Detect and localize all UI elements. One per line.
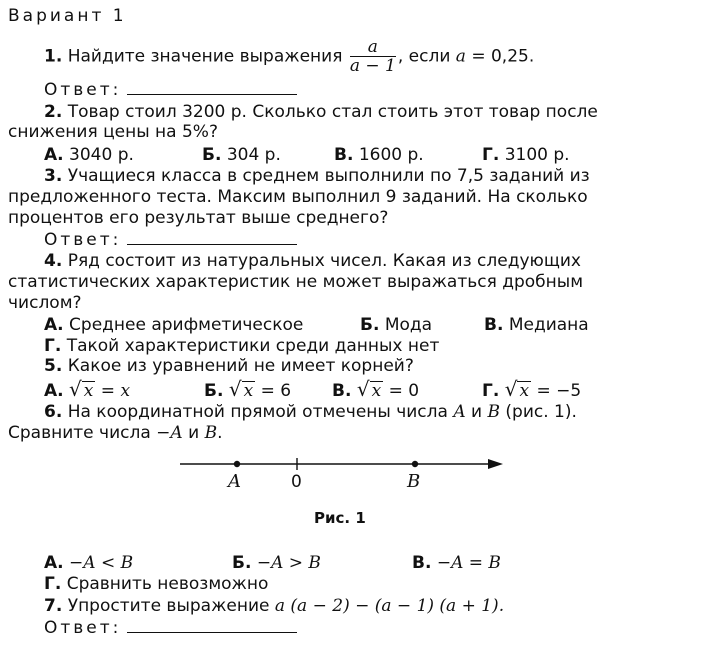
option-v[interactable]: В. √ x = 0 — [332, 377, 420, 401]
expression: a (a − 2) − (a − 1) (a + 1). — [274, 596, 505, 616]
zero-label: 0 — [291, 472, 302, 492]
question-6-line-1: 6. На координатной прямой отмечены числа A и B (рис. 1). — [44, 402, 577, 422]
point-a — [234, 461, 240, 467]
question-text: Упростите выражение — [67, 596, 270, 616]
question-text: Товар стоил 3200 р. Сколько стал стоить этот товар после — [67, 102, 598, 122]
answer-line-7 — [44, 618, 297, 638]
question-2-line-2: снижения цены на 5%? — [8, 122, 218, 142]
answer-label: Ответ: — [44, 230, 122, 250]
question-number: 6. — [44, 402, 63, 422]
option-g[interactable]: Г. 3100 р. — [482, 145, 570, 165]
option-a[interactable]: А. −A < B — [44, 553, 134, 573]
option-g[interactable]: Г. Такой характеристики среди данных нет — [44, 336, 440, 356]
answer-label: Ответ: — [44, 618, 122, 638]
question-text: Какое из уравнений не имеет корней? — [67, 356, 414, 376]
condition-variable: a — [455, 46, 466, 67]
option-b[interactable]: Б. √ x = 6 — [204, 377, 292, 401]
option-a[interactable]: А. √ x = x — [44, 377, 131, 401]
question-6-line-2: Сравните числа −A и B. — [8, 423, 223, 443]
question-4-line-2: статистических характеристик не может выражаться дробным — [8, 272, 584, 292]
question-text: Учащиеся класса в среднем выполнили по 7,5 заданий из — [67, 166, 590, 186]
figure-caption: Рис. 1 — [314, 509, 366, 527]
answer-blank[interactable] — [127, 618, 297, 633]
question-number: 2. — [44, 102, 63, 122]
option-g[interactable]: Г. Сравнить невозможно — [44, 574, 269, 594]
option-a[interactable]: А. 3040 р. — [44, 145, 134, 165]
fraction-numerator: a — [350, 38, 396, 57]
answer-label: Ответ: — [44, 80, 122, 100]
question-text: Ряд состоит из натуральных чисел. Какая из следующих — [67, 251, 581, 271]
point-a-label: A — [228, 471, 241, 492]
point-b — [412, 461, 418, 467]
condition-value: = 0,25. — [465, 46, 535, 67]
option-b[interactable]: Б. −A > B — [232, 553, 321, 573]
variant-title: Вариант 1 — [8, 6, 127, 26]
question-text: Найдите значение выражения — [67, 46, 343, 67]
condition-prefix: , если — [397, 46, 451, 67]
question-number: 7. — [44, 596, 63, 616]
arrow-head-icon — [488, 459, 503, 469]
point-b-label: B — [407, 471, 421, 492]
question-3-line-2: предложенного теста. Максим выполнил 9 заданий. На сколько — [8, 187, 588, 207]
question-number: 4. — [44, 251, 63, 271]
question-7 — [44, 596, 504, 616]
question-3-line-3: процентов его результат выше среднего? — [8, 208, 389, 228]
option-v[interactable]: В. 1600 р. — [334, 145, 424, 165]
fraction-denominator: a − 1 — [349, 56, 396, 76]
option-a[interactable]: А. Среднее арифметическое — [44, 315, 304, 335]
question-4-line-3: числом? — [8, 293, 82, 313]
option-b[interactable]: Б. 304 р. — [202, 145, 281, 165]
option-v[interactable]: В. Медиана — [484, 315, 589, 335]
question-number: 3. — [44, 166, 63, 186]
option-g[interactable]: Г. √ x = −5 — [482, 377, 582, 401]
question-number: 5. — [44, 356, 63, 376]
option-b[interactable]: Б. Мода — [360, 315, 433, 335]
option-v[interactable]: В. −A = B — [412, 553, 501, 573]
question-6-options-row-2 — [44, 574, 268, 594]
question-number: 1. — [44, 46, 63, 67]
